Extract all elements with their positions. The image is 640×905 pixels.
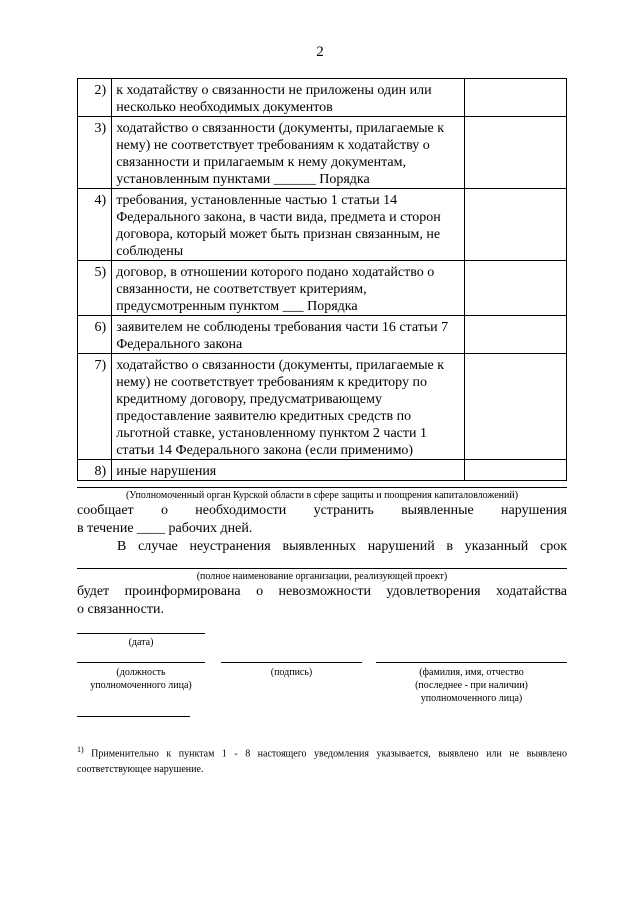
- row-result-cell: [465, 79, 567, 117]
- row-result-cell: [465, 316, 567, 354]
- signature-line: [221, 662, 362, 663]
- row-text: заявителем не соблюдены требования части 16 статьи 7 Федерального закона: [112, 316, 465, 354]
- footnote-mark: 1): [77, 745, 84, 754]
- page-number: 2: [316, 44, 324, 60]
- row-text: иные нарушения: [112, 460, 465, 481]
- row-text: ходатайство о связанности (документы, прилагаемые к нему) не соответствует требованиям к кредитору по кредитному договору, предусматривающему предоставление заявителю кредитных средств по льготной ставке, установленному пунктом 2 части 1 статьи 14 Федерального закона (если применимо): [112, 354, 465, 460]
- date-caption: (дата): [128, 637, 154, 648]
- row-number: 4): [78, 189, 112, 261]
- full-name-caption: (фамилия, имя, отчество (последнее - при наличии) уполномоченного лица): [415, 667, 528, 704]
- table-row: [78, 261, 567, 316]
- date-line: [77, 633, 205, 634]
- organization-caption: (полное наименование организации, реализующей проект): [196, 571, 448, 582]
- table-row: [78, 117, 567, 189]
- footnote: [77, 742, 567, 778]
- paragraph-informed-line2: о связанности.: [77, 602, 164, 617]
- paragraph-informed-line1: будет проинформирована о невозможности удовлетворения ходатайства: [77, 584, 567, 599]
- row-result-cell: [465, 354, 567, 460]
- row-number: 3): [78, 117, 112, 189]
- authority-line: [77, 487, 567, 488]
- row-number: 6): [78, 316, 112, 354]
- table-row: [78, 460, 567, 481]
- organization-line: [77, 568, 567, 569]
- position-line: [77, 662, 205, 663]
- row-result-cell: [465, 189, 567, 261]
- signature-caption: (подпись): [270, 667, 313, 678]
- row-text: договор, в отношении которого подано ходатайство о связанности, не соответствует критериям, предусмотренным пунктом ___ Порядка: [112, 261, 465, 316]
- table-row: [78, 354, 567, 460]
- paragraph-non-elimination: В случае неустранения выявленных нарушений в указанный срок: [117, 539, 567, 554]
- full-name-line: [376, 662, 567, 663]
- footnote-separator: [77, 716, 190, 717]
- row-result-cell: [465, 460, 567, 481]
- table-row: [78, 79, 567, 117]
- position-caption: (должность уполномоченного лица): [90, 667, 192, 691]
- row-number: 7): [78, 354, 112, 460]
- paragraph-notify-line2: в течение ____ рабочих дней.: [77, 521, 253, 536]
- table-row: [78, 316, 567, 354]
- row-text: ходатайство о связанности (документы, прилагаемые к нему) не соответствует требованиям к ходатайству о связанности и прилагаемым к нему документам, установленным пунктами ______ Порядка: [112, 117, 465, 189]
- row-text: к ходатайству о связанности не приложены один или несколько необходимых документов: [112, 79, 465, 117]
- authority-caption: (Уполномоченный орган Курской области в сфере защиты и поощрения капиталовложений): [125, 490, 519, 501]
- violations-table-body: [78, 79, 567, 481]
- row-number: 5): [78, 261, 112, 316]
- row-text: требования, установленные частью 1 статьи 14 Федерального закона, в части вида, предмета и сторон договора, который может быть признан связанным, не соблюдены: [112, 189, 465, 261]
- paragraph-notify-line1: сообщает о необходимости устранить выявленные нарушения: [77, 503, 567, 518]
- table-row: [78, 189, 567, 261]
- row-result-cell: [465, 261, 567, 316]
- violations-table: [77, 78, 567, 481]
- row-number: 8): [78, 460, 112, 481]
- row-number: 2): [78, 79, 112, 117]
- footnote-text: Применительно к пунктам 1 - 8 настоящего уведомления указывается, выявлено или не выявлено соответствующее нарушение.: [77, 748, 567, 776]
- row-result-cell: [465, 117, 567, 189]
